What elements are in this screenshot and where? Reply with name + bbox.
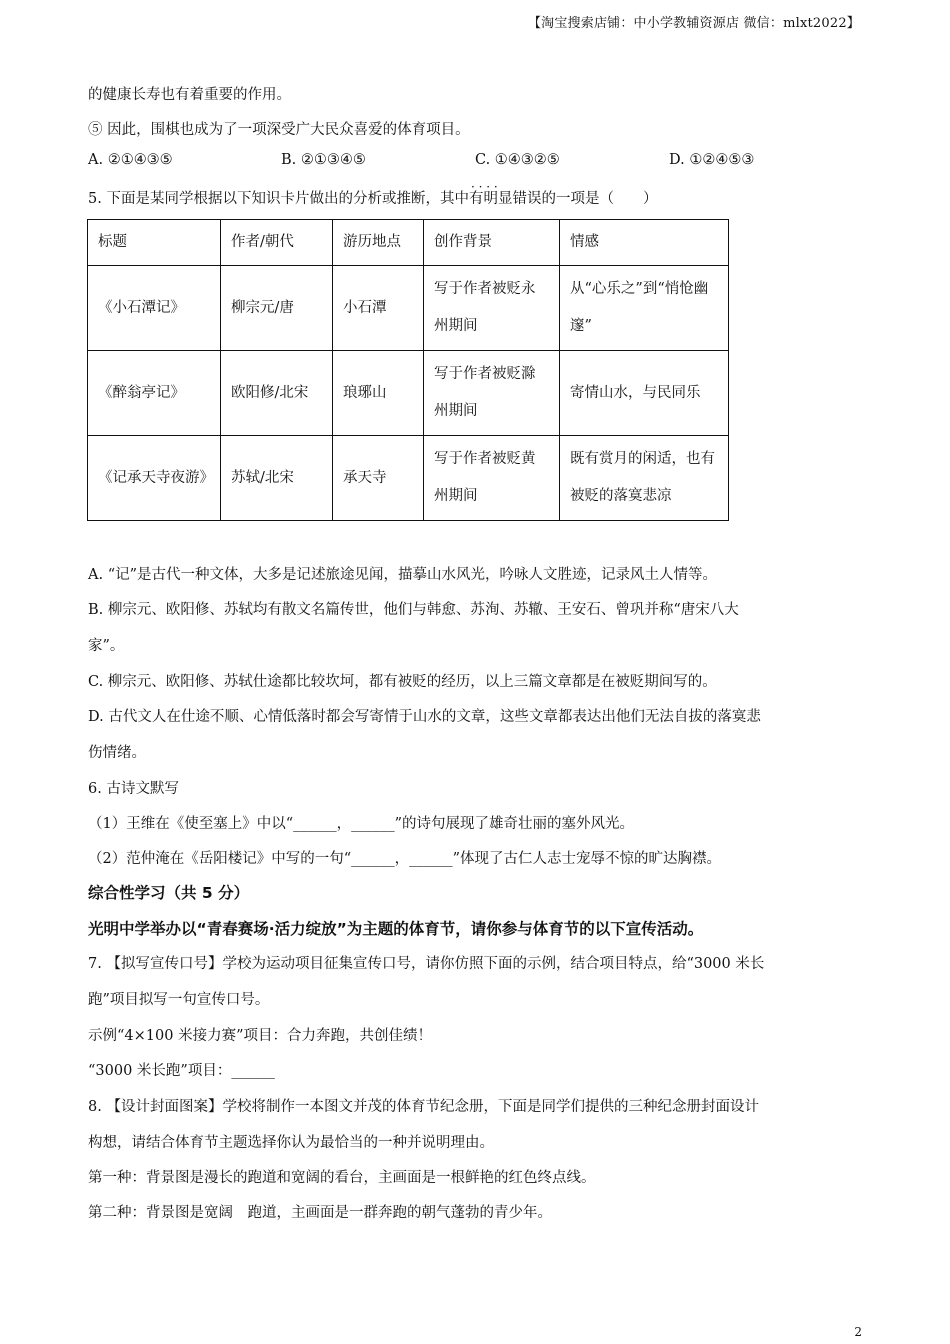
table-cell: 承天寺 <box>333 436 424 521</box>
page-number: 2 <box>854 1325 862 1339</box>
intro-line-1: 的健康长寿也有着重要的作用。 <box>88 87 291 103</box>
table-row <box>88 266 729 351</box>
q5-option-a: A. “记”是古代一种文体，大多是记述旅途见闻，描摹山水风光，吟咏人文胜迹，记录风土人情等。 <box>88 567 718 583</box>
q8-line-2: 构想，请结合体育节主题选择你认为最恰当的一种并说明理由。 <box>88 1135 494 1151</box>
table-cell: 《醉翁亭记》 <box>88 351 221 436</box>
q8-first-option: 第一种：背景图是漫长的跑道和宽阔的看台，主画面是一根鲜艳的红色终点线。 <box>88 1170 596 1186</box>
section-intro: 光明中学举办以“青春赛场·活力绽放”为主题的体育节，请你参与体育节的以下宣传活动。 <box>88 920 704 938</box>
q5-stem-after: 的一项是（ ） <box>541 191 658 207</box>
table-cell: 既有赏月的闲适，也有被贬的落寞悲凉 <box>560 436 729 521</box>
table-cell: 琅琊山 <box>333 351 424 436</box>
header-cell: 创作背景 <box>424 220 560 266</box>
table-row <box>88 436 729 521</box>
table-cell: 写于作者被贬黄州期间 <box>424 436 560 521</box>
q4-option-c: C. ①④③②⑤ <box>475 152 560 168</box>
q6-item-2: （2）范仲淹在《岳阳楼记》中写的一句“______，______”体现了古仁人志士宠辱不惊的旷达胸襟。 <box>88 851 722 867</box>
table-cell: 写于作者被贬永州期间 <box>424 266 560 351</box>
q4-option-d: D. ①②④⑤③ <box>669 152 755 168</box>
q7-example: 示例“4×100 米接力赛”项目：合力奔跑，共创佳绩！ <box>88 1028 432 1044</box>
table-row <box>88 351 729 436</box>
header-cell: 游历地点 <box>333 220 424 266</box>
table-cell: 苏轼/北宋 <box>221 436 333 521</box>
q5-stem-emphasis: · · 有明显错误 <box>469 191 542 207</box>
knowledge-card-table <box>87 219 729 521</box>
q7-line-2: 跑”项目拟写一句宣传口号。 <box>88 992 270 1008</box>
q5-option-c: C. 柳宗元、欧阳修、苏轼仕途都比较坎坷，都有被贬的经历，以上三篇文章都是在被贬期间写的。 <box>88 674 717 690</box>
table-cell: 柳宗元/唐 <box>221 266 333 351</box>
q5-option-d-line1: D. 古代文人在仕途不顺、心情低落时都会写寄情于山水的文章，这些文章都表达出他们无法自拔的落寞悲 <box>88 709 761 725</box>
q4-option-a: A. ②①④③⑤ <box>88 152 173 168</box>
table-cell: 写于作者被贬滁州期间 <box>424 351 560 436</box>
q6-title: 6. 古诗文默写 <box>88 781 179 797</box>
header-cell: 作者/朝代 <box>221 220 333 266</box>
q6-item-1: （1）王维在《使至塞上》中以“______，______”的诗句展现了雄奇壮丽的塞外风光。 <box>88 816 635 832</box>
section-title: 综合性学习（共 5 分） <box>88 884 250 902</box>
page-header: 【淘宝搜索店铺：中小学教辅资源店 微信：mlxt2022】 <box>527 16 860 31</box>
q5-stem-before: 5. 下面是某同学根据以下知识卡片做出的分析或推断，其中 <box>88 191 469 207</box>
table-cell: 小石潭 <box>333 266 424 351</box>
q7-line-1: 7. 【拟写宣传口号】学校为运动项目征集宣传口号，请你仿照下面的示例，结合项目特点，给“3000 米长 <box>88 956 765 972</box>
table-header-row <box>88 220 729 266</box>
header-cell: 标题 <box>88 220 221 266</box>
table-cell: 《小石潭记》 <box>88 266 221 351</box>
q8-line-1: 8. 【设计封面图案】学校将制作一本图文并茂的体育节纪念册，下面是同学们提供的三种纪念册封面设计 <box>88 1099 759 1115</box>
table-cell: 《记承天寺夜游》 <box>88 436 221 521</box>
intro-line-2: ⑤ 因此，围棋也成为了一项深受广大民众喜爱的体育项目。 <box>88 122 470 138</box>
q5-option-b-line2: 家”。 <box>88 638 125 654</box>
header-cell: 情感 <box>560 220 729 266</box>
q7-answer: “3000 米长跑”项目：______ <box>88 1063 275 1079</box>
q8-second-option: 第二种：背景图是宽阔 跑道，主画面是一群奔跑的朝气蓬勃的青少年。 <box>88 1205 552 1221</box>
table-cell: 从“心乐之”到“悄怆幽邃” <box>560 266 729 351</box>
q5-stem <box>88 187 657 208</box>
q5-option-b-line1: B. 柳宗元、欧阳修、苏轼均有散文名篇传世，他们与韩愈、苏洵、苏辙、王安石、曾巩并称“唐宋八大 <box>88 602 739 618</box>
table-cell: 寄情山水，与民同乐 <box>560 351 729 436</box>
q4-option-b: B. ②①③④⑤ <box>281 152 366 168</box>
q5-option-d-line2: 伤情绪。 <box>88 745 146 761</box>
table-cell: 欧阳修/北宋 <box>221 351 333 436</box>
